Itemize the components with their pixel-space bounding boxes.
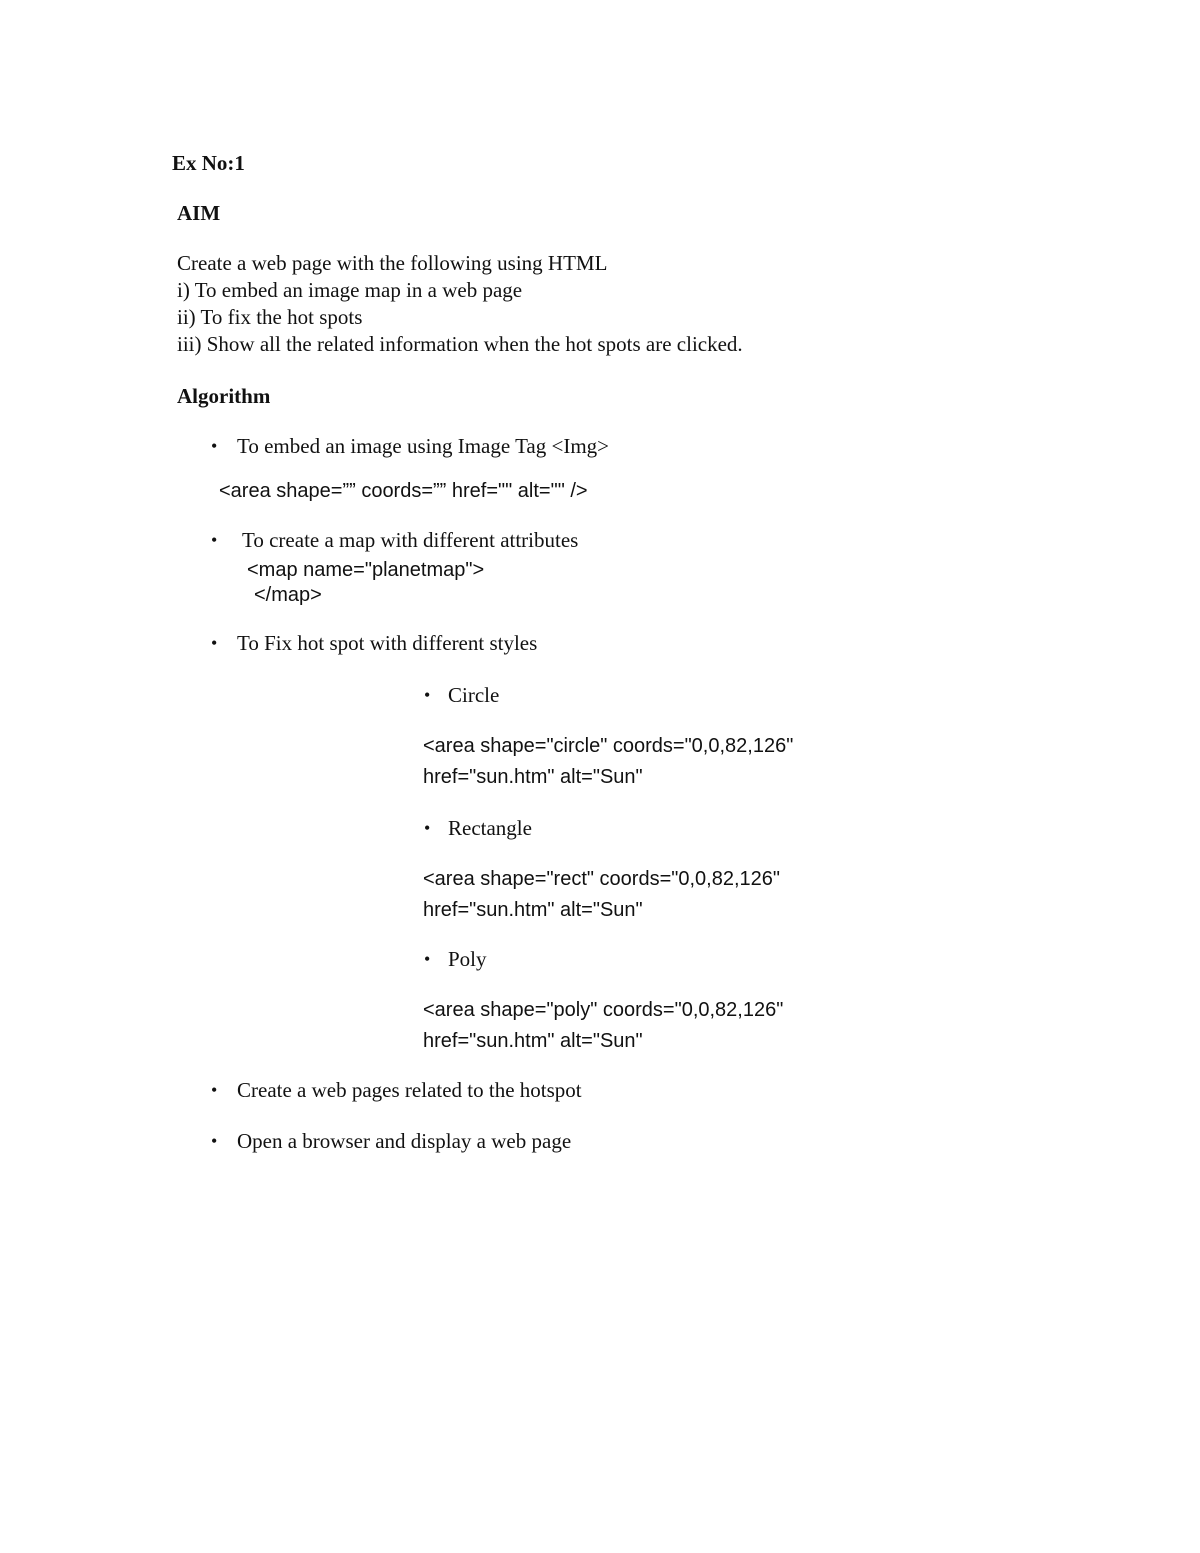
aim-line-1: Create a web page with the following using HTML [177, 251, 608, 275]
step-create-map: To create a map with different attributes [242, 528, 579, 552]
bullet-marker: • [211, 633, 218, 653]
step-fix-hotspot: To Fix hot spot with different styles [237, 631, 538, 655]
bullet-marker: • [211, 436, 218, 456]
step-create-pages: Create a web pages related to the hotspot [237, 1078, 582, 1102]
bullet-marker: • [424, 949, 431, 969]
bullet-marker: • [424, 685, 431, 705]
rect-code-line-2: href="sun.htm" alt="Sun" [423, 899, 643, 921]
aim-line-3: ii) To fix the hot spots [177, 305, 363, 329]
exercise-number: Ex No:1 [172, 151, 245, 175]
aim-heading: AIM [177, 201, 221, 225]
shape-label-circle: Circle [448, 683, 500, 707]
step-open-browser: Open a browser and display a web page [237, 1129, 572, 1153]
map-close-tag: </map> [254, 584, 322, 606]
circle-code-line-2: href="sun.htm" alt="Sun" [423, 766, 643, 788]
circle-code-line-1: <area shape="circle" coords="0,0,82,126" [423, 735, 794, 757]
shape-label-poly: Poly [448, 947, 487, 971]
poly-code-line-1: <area shape="poly" coords="0,0,82,126" [423, 999, 784, 1021]
shape-label-rectangle: Rectangle [448, 816, 532, 840]
algorithm-heading: Algorithm [177, 384, 271, 408]
aim-line-4: iii) Show all the related information when the hot spots are clicked. [177, 332, 743, 356]
bullet-marker: • [211, 1131, 218, 1151]
step-embed-image: To embed an image using Image Tag <Img> [237, 434, 610, 458]
bullet-marker: • [211, 530, 218, 550]
rect-code-line-1: <area shape="rect" coords="0,0,82,126" [423, 868, 780, 890]
map-open-tag: <map name="planetmap"> [247, 559, 485, 581]
bullet-marker: • [211, 1080, 218, 1100]
bullet-marker: • [424, 818, 431, 838]
poly-code-line-2: href="sun.htm" alt="Sun" [423, 1030, 643, 1052]
aim-line-2: i) To embed an image map in a web page [177, 278, 523, 302]
area-tag-example: <area shape=”” coords=”” href="" alt="" /> [219, 480, 588, 502]
